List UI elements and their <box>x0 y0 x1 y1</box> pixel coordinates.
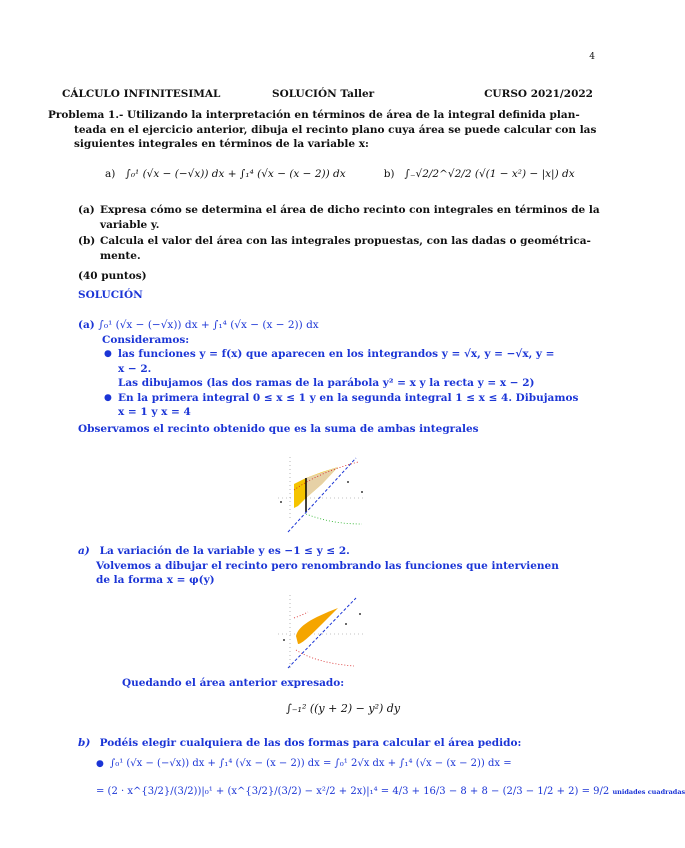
consider-text: Consideramos: <box>102 333 190 346</box>
points-label: (40 puntos) <box>78 270 147 282</box>
header-year: CURSO 2021/2022 <box>484 88 593 100</box>
bullet-limits: ● En la primera integral 0 ≤ x ≤ 1 y en la segunda integral 1 ≤ x ≤ 4. Dibujamos x = 1 y x = 4 <box>104 391 579 418</box>
problem-text-3: siguientes integrales en términos de la variable x: <box>74 138 369 150</box>
part-a-line1: La variación de la variable y es −1 ≤ y ≤ 2. <box>99 545 350 557</box>
problem-label: Problema 1.- <box>48 109 124 121</box>
question-b: (b) Calcula el valor del área con las integrales propuestas, con las dadas o geométrica-mente. <box>78 235 591 262</box>
branch-neg-sqrt-x <box>306 514 362 524</box>
marker-dot <box>280 501 282 503</box>
region-figure-y <box>278 590 368 672</box>
question-a: (a) Expresa cómo se determina el área de dicho recinto con integrales en términos de la variable y. <box>78 204 600 231</box>
solution-title: SOLUCIÓN <box>78 289 143 301</box>
problem-integrals <box>105 168 575 180</box>
marker-dot <box>359 613 361 615</box>
calc-line1: ∫₀¹ (√x − (−√x)) dx + ∫₁⁴ (√x − (x − 2)) dx = ∫₀¹ 2√x dx + ∫₁⁴ (√x − (x − 2)) dx = <box>110 757 512 769</box>
sol-a-label: (a) <box>78 319 95 331</box>
solution-a <box>78 318 600 436</box>
int-b-formula: ∫₋√2/2^√2/2 (√(1 − x²) − |x|) dx <box>404 168 575 180</box>
result-label: Quedando el área anterior expresado: <box>122 677 345 689</box>
questions-list <box>78 203 600 265</box>
problem-text-1: Utilizando la interpretación en términos de área de la integral definida plan- <box>127 109 580 121</box>
problem-statement <box>48 108 605 152</box>
part-a-line3: de la forma x = φ(y) <box>96 574 215 586</box>
header-title: SOLUCIÓN Taller <box>272 88 375 100</box>
parabola-upper <box>294 612 308 618</box>
y-integral-formula: ∫₋₁² ((y + 2) − y²) dy <box>286 702 401 715</box>
bullet-dot: ● <box>96 758 104 769</box>
marker-dot <box>283 639 285 641</box>
part-b <box>78 736 685 800</box>
page-number: 4 <box>589 52 595 62</box>
part-b-label: b) <box>78 737 91 749</box>
int-a-label: a) <box>105 168 116 180</box>
page-header <box>62 88 593 100</box>
marker-dot <box>345 623 347 625</box>
calc-bullet <box>78 757 600 772</box>
part-b-line1: Podéis elegir cualquiera de las dos formas para calcular el área pedido: <box>99 737 522 749</box>
observe-text: Observamos el recinto obtenido que es la suma de ambas integrales <box>78 422 479 435</box>
int-a-formula: ∫₀¹ (√x − (−√x)) dx + ∫₁⁴ (√x − (x − 2)) dx <box>125 168 346 180</box>
int-b-label: b) <box>383 168 395 180</box>
part-a-line2: Volvemos a dibujar el recinto pero renombrando las funciones que intervienen <box>96 559 559 572</box>
sol-a-formula: ∫₀¹ (√x − (−√x)) dx + ∫₁⁴ (√x − (x − 2)) dx <box>98 319 319 331</box>
marker-dot <box>347 481 349 483</box>
region-figure-x <box>278 452 368 534</box>
header-course-name: CÁLCULO INFINITESIMAL <box>62 88 221 100</box>
bullet-dot: ● <box>104 392 112 403</box>
part-a <box>78 544 600 588</box>
bullet-dot: ● <box>104 349 112 359</box>
calc-line2-row <box>78 785 685 800</box>
problem-text-2: teada en el ejercicio anterior, dibuja el recinto plano cuya área se puede calcular con las <box>74 123 597 136</box>
bullet-functions: ● las funciones y = f(x) que aparecen en los integrandos y = √x, y = −√x, y = x − 2. Las dibujamos (las dos ramas de la parábola y² = x y la recta y = x − 2) <box>104 348 555 389</box>
part-a-label: a) <box>78 545 90 557</box>
units-label: unidades cuadradas <box>612 788 685 796</box>
marker-dot <box>361 491 363 493</box>
calc-line2: = (2 · x^{3/2}/(3/2))|₀¹ + (x^{3/2}/(3/2) − x²/2 + 2x)|₁⁴ = 4/3 + 16/3 − 8 + 8 − (2/3 − 1/2 + 2) = 9/2 <box>96 786 610 797</box>
parabola-lower <box>296 650 354 666</box>
